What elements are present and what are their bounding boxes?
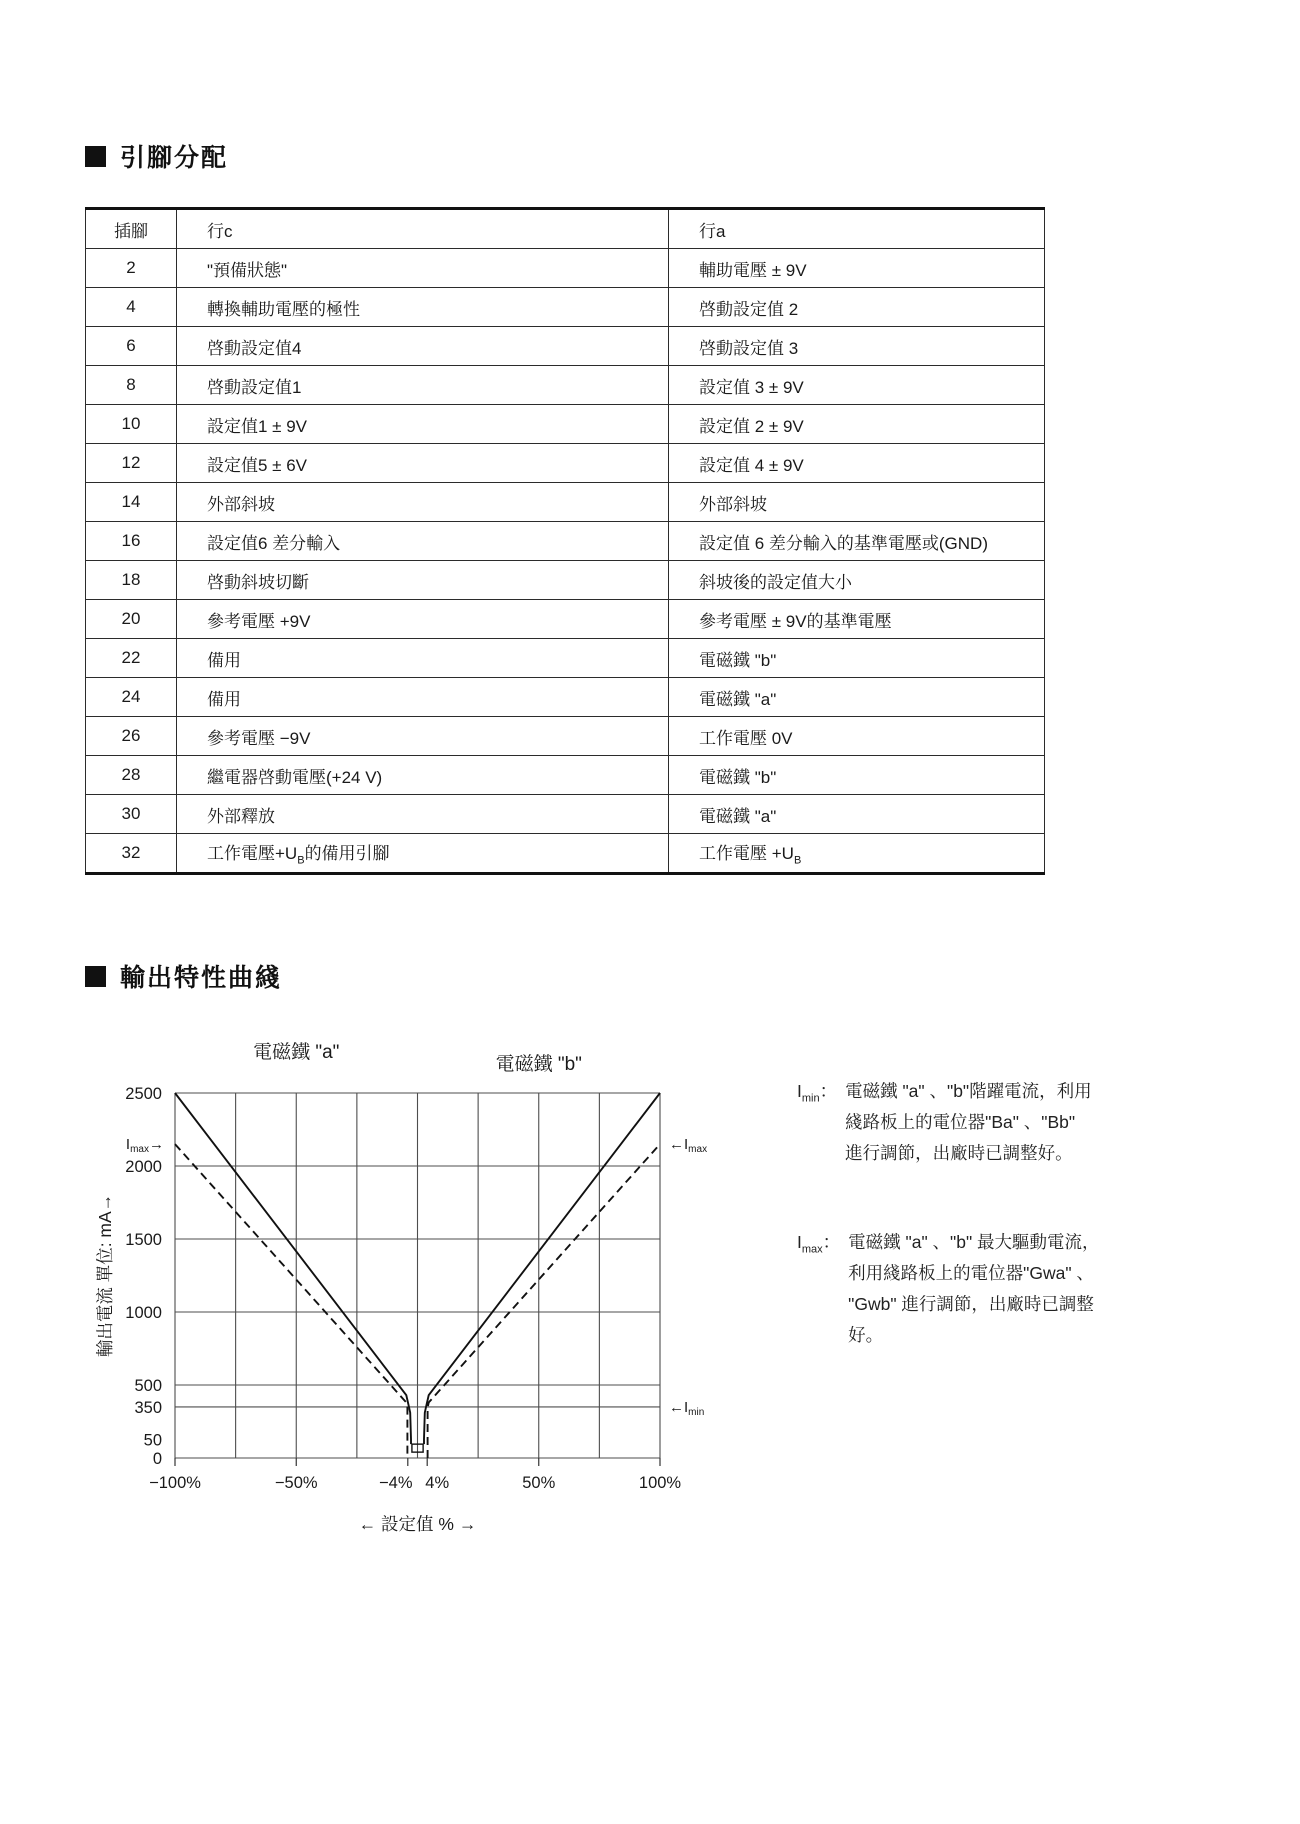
table-row [86, 405, 1045, 444]
y-axis-label: 輸出電流 單位: mA→ [95, 1193, 115, 1358]
row-c-cell: 啓動斜坡切斷 [177, 561, 669, 600]
table-row [86, 678, 1045, 717]
table-row [86, 483, 1045, 522]
table-row [86, 366, 1045, 405]
table-row [86, 639, 1045, 678]
note-text: 電磁鐵 "a" 、"b" 最大驅動電流， 利用綫路板上的電位器"Gwa" 、 "Gwb" 進行調節，出廠時已調整 好。 [848, 1232, 1100, 1345]
row-a-cell: 設定值 6 差分輸入的基準電壓或(GND) [669, 522, 1045, 561]
row-c-cell: 備用 [177, 639, 669, 678]
solenoid-b-title: 電磁鐵 "b" [495, 1054, 582, 1075]
row-c-cell: 啓動設定值4 [177, 327, 669, 366]
table-row [86, 834, 1045, 874]
row-a-cell: 參考電壓 ± 9V的基準電壓 [669, 600, 1045, 639]
pin-cell: 28 [86, 756, 177, 795]
solenoid-b-adjusted-dashed [428, 1144, 660, 1458]
pin-cell: 30 [86, 795, 177, 834]
pin-cell: 12 [86, 444, 177, 483]
pin-table [85, 207, 1045, 875]
row-a-cell: 電磁鐵 "a" [669, 795, 1045, 834]
column-header: 行c [177, 209, 669, 249]
row-c-cell: 設定值5 ± 6V [177, 444, 669, 483]
current-level-label: $\leftarrow I_{min}$ [669, 1398, 705, 1418]
row-a-cell: 啓動設定值 2 [669, 288, 1045, 327]
note-label: $I_{min}$： [797, 1081, 838, 1105]
row-a-cell: 設定值 2 ± 9V [669, 405, 1045, 444]
x-tick-label: −100% [149, 1474, 201, 1492]
row-a-cell: 設定值 4 ± 9V [669, 444, 1045, 483]
row-c-cell: 外部斜坡 [177, 483, 669, 522]
table-row [86, 522, 1045, 561]
output-curve-title: 輸出特性曲綫 [120, 964, 283, 992]
pin-cell: 10 [86, 405, 177, 444]
y-tick-label: 2500 [125, 1085, 162, 1103]
x-tick-label: −50% [274, 1474, 318, 1492]
row-a-cell: 啓動設定值 3 [669, 327, 1045, 366]
pin-assignment-heading [85, 138, 228, 174]
x-tick-label: 100% [638, 1474, 682, 1492]
row-c-cell: 轉換輔助電壓的極性 [177, 288, 669, 327]
row-c-cell: 工作電壓$+U_B$的備用引腳 [177, 834, 669, 874]
note-label: $I_{max}$： [797, 1232, 841, 1256]
x-tick-label: −4% [379, 1474, 413, 1492]
x-tick-label: 50% [522, 1474, 556, 1492]
pin-cell: 6 [86, 327, 177, 366]
row-a-cell: 設定值 3 ± 9V [669, 366, 1045, 405]
table-row [86, 444, 1045, 483]
current-level-label: $\leftarrow I_{max}$ [669, 1136, 708, 1156]
table-row [86, 249, 1045, 288]
row-c-cell: 啓動設定值1 [177, 366, 669, 405]
output-curve-heading [85, 958, 282, 994]
row-c-cell: 設定值6 差分輸入 [177, 522, 669, 561]
pin-cell: 26 [86, 717, 177, 756]
solenoid-a-adjusted-dashed [175, 1144, 407, 1458]
row-c-cell: "預備狀態" [177, 249, 669, 288]
x-axis-label: ← 設定值 % → [358, 1514, 477, 1534]
chart-note [797, 1227, 1147, 1351]
pin-cell: 4 [86, 288, 177, 327]
note-text: 電磁鐵 "a" 、"b"階躍電流，利用 綫路板上的電位器"Ba" 、"Bb" 進行調節，出廠時已調整好。 [845, 1081, 1092, 1163]
row-c-cell: 備用 [177, 678, 669, 717]
pin-cell: 32 [86, 834, 177, 874]
row-c-cell: 參考電壓 −9V [177, 717, 669, 756]
row-c-cell: 參考電壓 +9V [177, 600, 669, 639]
pin-cell: 20 [86, 600, 177, 639]
row-a-cell: 輔助電壓 ± 9V [669, 249, 1045, 288]
solenoid-b-imax-solid [424, 1093, 660, 1444]
current-level-label: $I_{max}\to$ [125, 1136, 164, 1156]
y-tick-label: 0 [152, 1450, 162, 1468]
y-tick-label: 500 [134, 1377, 162, 1395]
table-row [86, 561, 1045, 600]
solenoid-a-title: 電磁鐵 "a" [253, 1042, 340, 1063]
pin-cell: 18 [86, 561, 177, 600]
pin-table-body [86, 249, 1045, 874]
column-header: 行a [669, 209, 1045, 249]
row-c-cell: 外部釋放 [177, 795, 669, 834]
column-header: 插腳 [86, 209, 177, 249]
table-row [86, 327, 1045, 366]
row-a-cell: 電磁鐵 "b" [669, 639, 1045, 678]
row-a-cell: 電磁鐵 "b" [669, 756, 1045, 795]
table-row [86, 795, 1045, 834]
row-a-cell: 工作電壓 $+U_B$ [669, 834, 1045, 874]
output-curve-chart [85, 1018, 725, 1558]
x-tick-label: 4% [425, 1474, 450, 1492]
row-a-cell: 斜坡後的設定值大小 [669, 561, 1045, 600]
y-tick-label: 50 [143, 1431, 162, 1450]
pin-cell: 16 [86, 522, 177, 561]
table-row [86, 717, 1045, 756]
row-a-cell: 外部斜坡 [669, 483, 1045, 522]
pin-cell: 8 [86, 366, 177, 405]
row-c-cell: 繼電器啓動電壓(+24 V) [177, 756, 669, 795]
pin-assignment-title: 引腳分配 [120, 144, 229, 172]
row-a-cell: 電磁鐵 "a" [669, 678, 1045, 717]
pin-cell: 14 [86, 483, 177, 522]
chart-note [797, 1076, 1147, 1169]
table-row [86, 288, 1045, 327]
table-row [86, 756, 1045, 795]
table-row [86, 600, 1045, 639]
pin-cell: 22 [86, 639, 177, 678]
chart-notes [797, 1076, 1147, 1351]
y-tick-label: 350 [134, 1398, 162, 1417]
y-tick-label: 1500 [125, 1231, 162, 1249]
section-square-icon [85, 966, 106, 987]
section-square-icon [85, 146, 106, 167]
pin-cell: 24 [86, 678, 177, 717]
y-tick-label: 1000 [125, 1304, 162, 1322]
pin-cell: 2 [86, 249, 177, 288]
y-tick-label: 2000 [125, 1158, 162, 1176]
row-a-cell: 工作電壓 0V [669, 717, 1045, 756]
pin-table-head [86, 209, 1045, 249]
solenoid-a-imax-solid [175, 1093, 411, 1444]
row-c-cell: 設定值1 ± 9V [177, 405, 669, 444]
